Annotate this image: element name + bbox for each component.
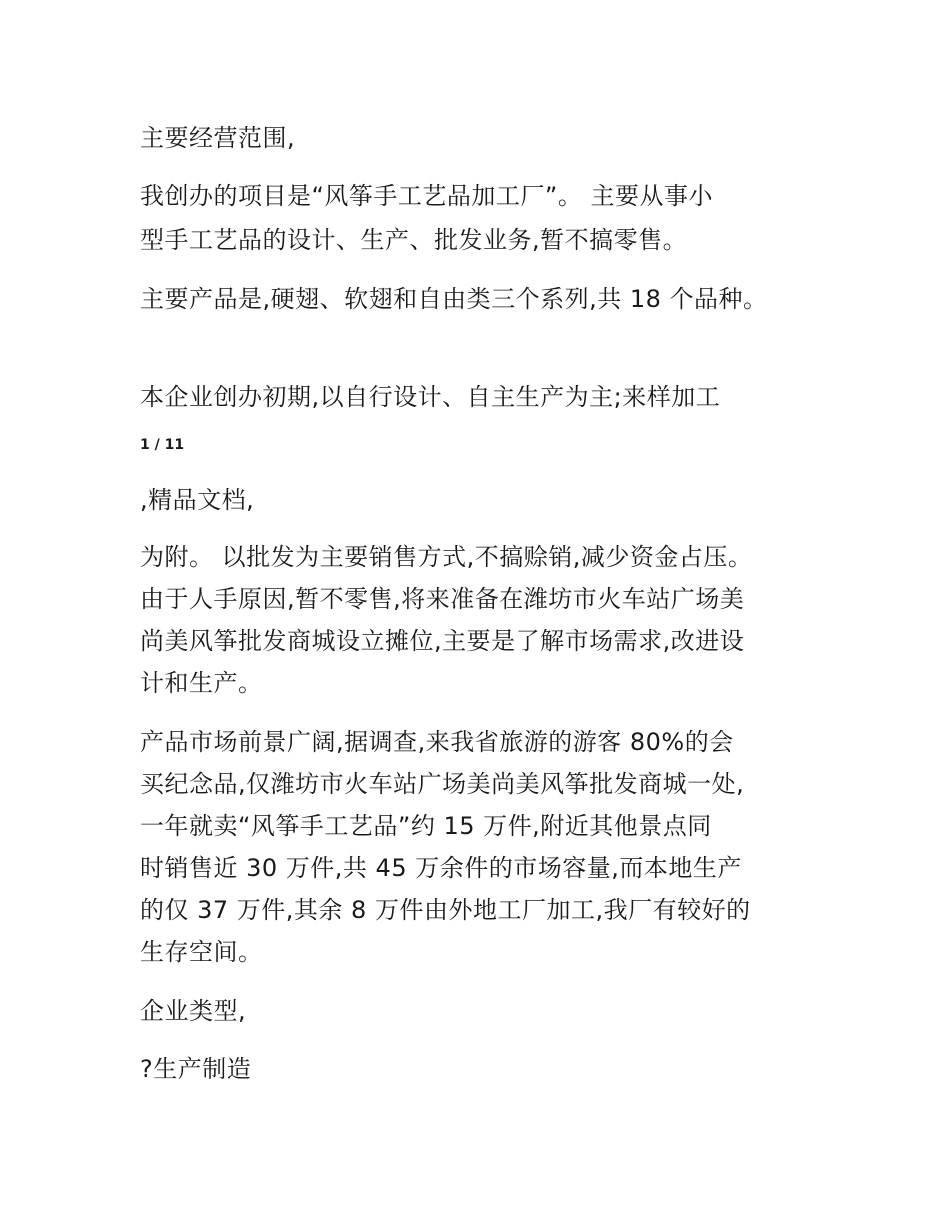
market-paragraph-line: 的仅 37 万件,其余 8 万件由外地工厂加工,我厂有较好的 (140, 896, 751, 924)
market-paragraph-line: 买纪念品,仅潍坊市火车站广场美尚美风筝批发商城一处, (140, 770, 745, 798)
document-label: ,精品文档, (140, 486, 255, 514)
market-paragraph-line: 时销售近 30 万件,共 45 万余件的市场容量,而本地生产 (140, 854, 742, 882)
enterprise-type-value: ?生产制造 (140, 1055, 252, 1083)
market-paragraph-line: 生存空间。 (140, 938, 263, 966)
sales-paragraph-line: 计和生产。 (140, 669, 263, 697)
products-paragraph: 主要产品是,硬翅、软翅和自由类三个系列,共 18 个品种。 (140, 285, 768, 313)
sales-paragraph-line: 为附。 以批发为主要销售方式,不搞赊销,减少资金占压。 (140, 543, 753, 571)
project-description-line: 型手工艺品的设计、生产、批发业务,暂不搞零售。 (140, 226, 688, 254)
enterprise-type-heading: 企业类型, (140, 997, 247, 1025)
sales-paragraph-line: 由于人手原因,暂不零售,将来准备在潍坊市火车站广场美 (140, 585, 745, 613)
page-number: 1 / 11 (140, 437, 185, 453)
sales-paragraph-line: 尚美风筝批发商城设立摊位,主要是了解市场需求,改进设 (140, 627, 745, 655)
startup-paragraph: 本企业创办初期,以自行设计、自主生产为主;来样加工 (140, 383, 721, 411)
market-paragraph-line: 一年就卖“风筝手工艺品”约 15 万件,附近其他景点同 (140, 812, 712, 840)
project-description-line: 我创办的项目是“风筝手工艺品加工厂”。 主要从事小 (140, 182, 713, 210)
business-scope-heading: 主要经营范围, (140, 124, 296, 152)
market-paragraph-line: 产品市场前景广阔,据调查,来我省旅游的游客 80%的会 (140, 728, 734, 756)
